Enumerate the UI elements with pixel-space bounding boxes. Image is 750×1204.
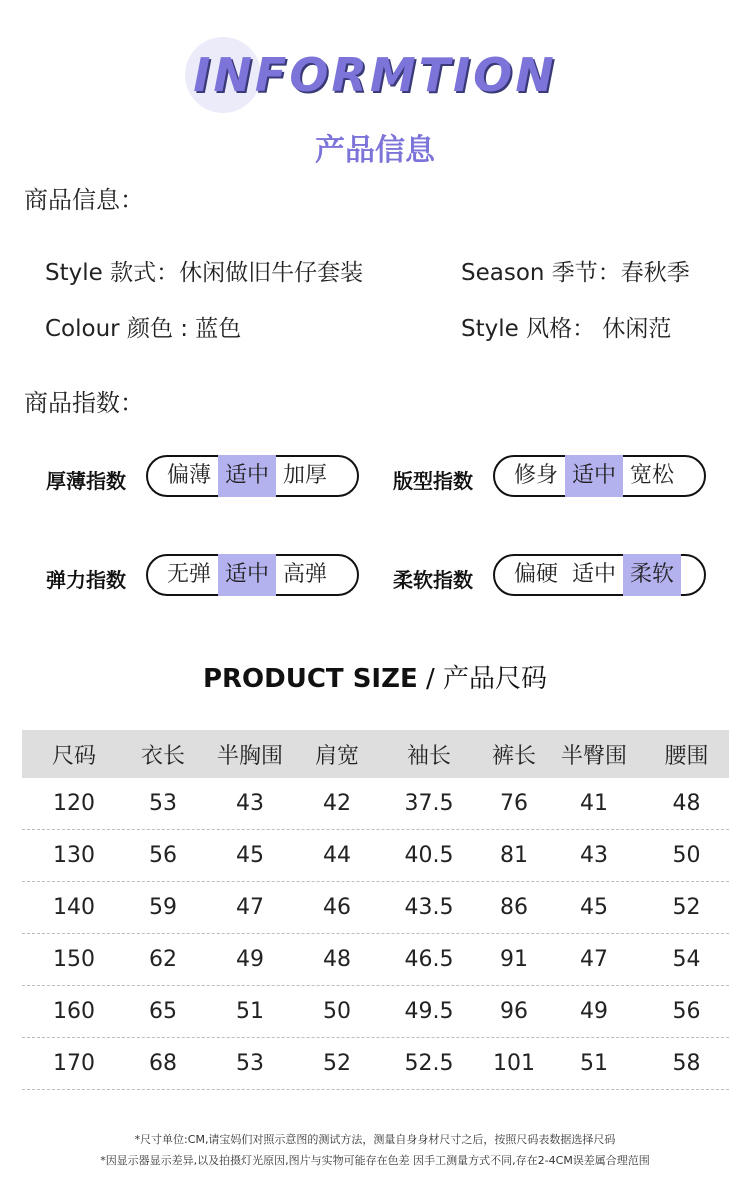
fit-index-label: 版型指数 <box>393 469 473 493</box>
table-cell: 45 <box>236 843 264 868</box>
softness-option-2: 适中 <box>571 562 616 587</box>
table-cell: 45 <box>580 895 608 920</box>
table-cell: 68 <box>149 1051 177 1076</box>
product-size-heading-en: PRODUCT SIZE <box>202 664 418 694</box>
elasticity-option-2-selected: 适中 <box>218 554 276 596</box>
product-info-label: 商品信息： <box>24 186 144 214</box>
table-cell: 150 <box>53 947 95 972</box>
size-table <box>22 730 729 1090</box>
page-title-en: INFORMTION <box>193 48 557 102</box>
elasticity-index-label: 弹力指数 <box>46 568 126 592</box>
elasticity-option-1: 无弹 <box>166 562 211 587</box>
size-table-header <box>22 730 729 778</box>
table-cell: 51 <box>236 999 264 1024</box>
column-header: 裤长 <box>491 743 536 769</box>
product-size-heading-cn: 产品尺码 <box>443 664 548 694</box>
fit-index-selector <box>493 455 706 497</box>
table-cell: 140 <box>53 895 95 920</box>
table-cell: 44 <box>323 843 351 868</box>
table-cell: 96 <box>500 999 528 1024</box>
table-cell: 58 <box>672 1051 701 1076</box>
table-cell: 49 <box>580 999 608 1024</box>
table-cell: 49 <box>236 947 264 972</box>
table-cell: 65 <box>149 999 177 1024</box>
table-cell: 56 <box>672 999 701 1024</box>
info-style: Style 款式：休闲做旧牛仔套装 <box>45 260 364 286</box>
column-header: 衣长 <box>140 743 185 769</box>
thickness-option-3: 加厚 <box>282 463 327 488</box>
column-header: 半臀围 <box>560 743 627 769</box>
table-cell: 49.5 <box>404 999 454 1024</box>
table-cell: 47 <box>236 895 264 920</box>
elasticity-index-selector <box>146 554 359 596</box>
softness-index-selector <box>493 554 706 596</box>
table-cell: 130 <box>53 843 95 868</box>
table-cell: 52 <box>672 895 701 920</box>
fit-option-1: 修身 <box>513 463 558 488</box>
table-row <box>22 934 729 986</box>
table-cell: 46 <box>323 895 351 920</box>
table-cell: 37.5 <box>404 791 454 816</box>
table-cell: 52.5 <box>404 1051 454 1076</box>
elasticity-option-3: 高弹 <box>282 562 327 587</box>
column-header: 半胸围 <box>216 743 283 769</box>
table-cell: 101 <box>493 1051 535 1076</box>
table-cell: 43 <box>236 791 264 816</box>
table-cell: 50 <box>323 999 351 1024</box>
table-cell: 48 <box>672 791 701 816</box>
footnote-measurement: *尺寸单位:CM,请宝妈们对照示意图的测试方法，测量自身身材尺寸之后，按照尺码表数据选择尺码 <box>134 1133 616 1146</box>
thickness-index-selector <box>146 455 359 497</box>
table-cell: 43.5 <box>404 895 454 920</box>
table-row <box>22 986 729 1038</box>
table-cell: 120 <box>53 791 95 816</box>
column-header: 袖长 <box>406 743 451 769</box>
table-cell: 56 <box>149 843 177 868</box>
table-cell: 40.5 <box>404 843 454 868</box>
table-row <box>22 1038 729 1090</box>
table-cell: 43 <box>580 843 608 868</box>
table-cell: 52 <box>323 1051 351 1076</box>
info-style-2: Style 风格： 休闲范 <box>461 316 672 342</box>
column-header: 肩宽 <box>314 743 359 769</box>
column-header: 腰围 <box>664 743 709 769</box>
softness-index-label: 柔软指数 <box>393 568 473 592</box>
thickness-option-2-selected: 适中 <box>218 455 276 497</box>
table-cell: 50 <box>672 843 701 868</box>
column-header: 尺码 <box>51 743 96 769</box>
product-index-label: 商品指数： <box>24 389 144 417</box>
table-cell: 76 <box>500 791 528 816</box>
fit-option-2-selected: 适中 <box>565 455 623 497</box>
table-cell: 48 <box>323 947 351 972</box>
table-cell: 51 <box>580 1051 608 1076</box>
fit-option-3: 宽松 <box>629 463 674 488</box>
table-cell: 46.5 <box>404 947 454 972</box>
table-cell: 42 <box>323 791 351 816</box>
table-cell: 59 <box>149 895 177 920</box>
table-row <box>22 778 729 830</box>
thickness-index-label: 厚薄指数 <box>46 469 126 493</box>
table-cell: 41 <box>580 791 608 816</box>
page-title-cn: 产品信息 <box>315 133 435 168</box>
table-cell: 53 <box>236 1051 264 1076</box>
table-cell: 91 <box>500 947 528 972</box>
table-row <box>22 830 729 882</box>
footnote-color-difference: *因显示器显示差异,以及拍摄灯光原因,图片与实物可能存在色差 因手工测量方式不同,存在2-4CM误差属合理范围 <box>100 1154 650 1167</box>
table-cell: 160 <box>53 999 95 1024</box>
product-size-heading <box>0 658 750 695</box>
table-cell: 81 <box>500 843 528 868</box>
info-season: Season 季节：春秋季 <box>461 260 690 286</box>
table-cell: 86 <box>500 895 528 920</box>
product-size-separator: / <box>417 664 444 694</box>
table-cell: 62 <box>149 947 177 972</box>
table-cell: 53 <box>149 791 177 816</box>
info-colour: Colour 颜色 : 蓝色 <box>45 316 242 342</box>
table-cell: 47 <box>580 947 608 972</box>
softness-option-1: 偏硬 <box>513 562 558 587</box>
table-row <box>22 882 729 934</box>
softness-option-3-selected: 柔软 <box>623 554 681 596</box>
thickness-option-1: 偏薄 <box>166 463 211 488</box>
table-cell: 54 <box>672 947 701 972</box>
table-cell: 170 <box>53 1051 95 1076</box>
